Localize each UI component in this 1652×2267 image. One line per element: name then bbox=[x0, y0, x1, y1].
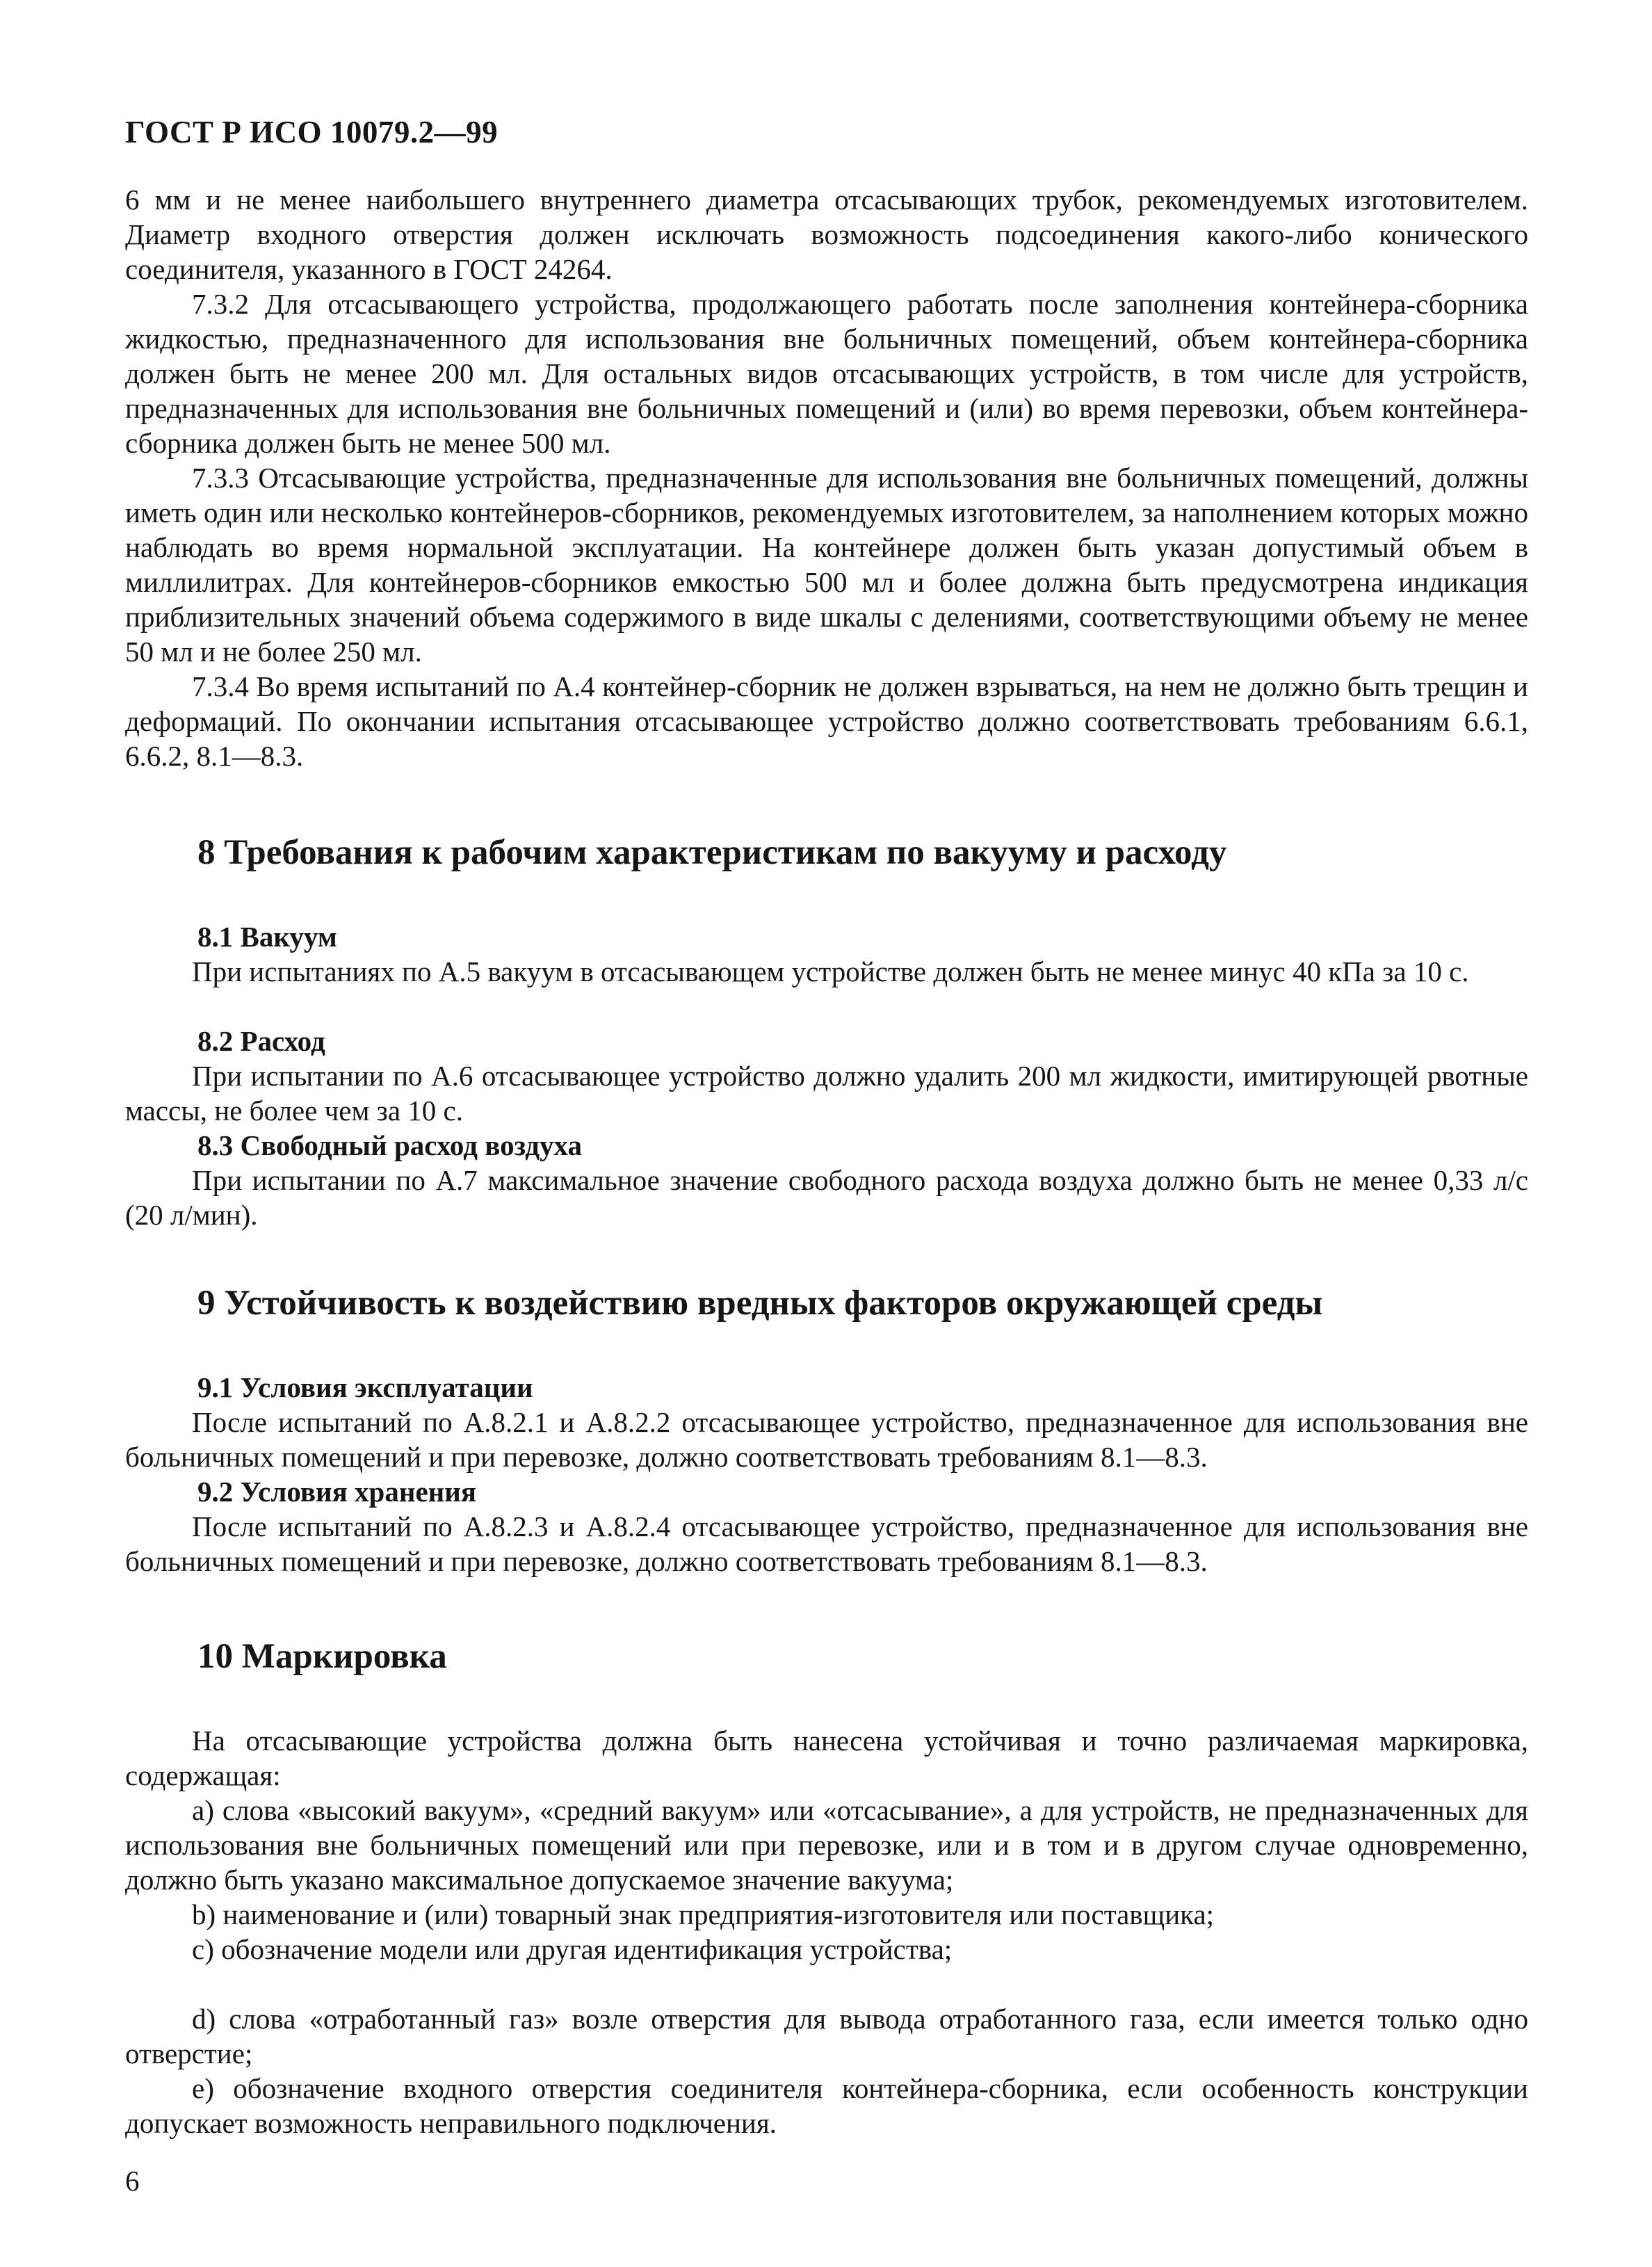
subsection-8-2-heading: 8.2 Расход bbox=[197, 1025, 325, 1057]
marking-item-e: e) обозначение входного отверстия соединителя контейнера-сборника, если особенность конструкции допускает возможность неправильного подключения. bbox=[125, 2072, 1528, 2139]
paragraph-continuation: 6 мм и не менее наибольшего внутреннего диаметра отсасывающих трубок, рекомендуемых изготовителем. Диаметр входного отверстия должен исключать возможность подсоединения какого-либо конического соединителя, указанного в ГОСТ 24264. bbox=[125, 184, 1528, 285]
section-9-heading: 9 Устойчивость к воздействию вредных факторов окружающей среды bbox=[197, 1284, 1323, 1323]
document-code-header: ГОСТ Р ИСО 10079.2—99 bbox=[125, 115, 499, 150]
subsection-9-2-heading: 9.2 Условия хранения bbox=[197, 1476, 477, 1508]
marking-item-a: а) слова «высокий вакуум», «средний вакуум» или «отсасывание», а для устройств, не предназначенных для использования вне больничных помещений или при перевозке, или и в том и в другом случае одновременно, должно быть указано максимальное допускаемое значение вакуума; bbox=[125, 1794, 1528, 1896]
subsection-8-3-text: При испытании по А.7 максимальное значение свободного расхода воздуха должно быть не менее 0,33 л/с (20 л/мин). bbox=[125, 1164, 1528, 1231]
paragraph-7-3-3: 7.3.3 Отсасывающие устройства, предназначенные для использования вне больничных помещений, должны иметь один или несколько контейнеров-сборников, рекомендуемых изготовителем, за наполнением которых можно наблюдать во время нормальной эксплуатации. На контейнере должен быть указан допустимый объем в миллилитрах. Для контейнеров-сборников емкостью 500 мл и более должна быть предусмотрена индикация приблизительных значений объема содержимого в виде шкалы с делениями, соответствующими объему не менее 50 мл и не более 250 мл. bbox=[125, 462, 1528, 668]
subsection-9-1-heading: 9.1 Условия эксплуатации bbox=[197, 1371, 533, 1403]
section-8-heading: 8 Требования к рабочим характеристикам по вакууму и расходу bbox=[197, 833, 1227, 872]
page-number: 6 bbox=[125, 2165, 140, 2197]
marking-item-c: c) обозначение модели или другая идентификация устройства; bbox=[192, 1933, 953, 1965]
paragraph-7-3-2: 7.3.2 Для отсасывающего устройства, продолжающего работать после заполнения контейнера-сборника жидкостью, предназначенного для использования вне больничных помещений, объем контейнера-сборника должен быть не менее 200 мл. Для остальных видов отсасывающих устройств, в том числе для устройств, предназначенных для использования вне больничных помещений и (или) во время перевозки, объем контейнера-сборника должен быть не менее 500 мл. bbox=[125, 288, 1528, 459]
marking-item-b: b) наименование и (или) товарный знак предприятия-изготовителя или поставщика; bbox=[192, 1898, 1215, 1930]
subsection-9-1-text: После испытаний по А.8.2.1 и А.8.2.2 отсасывающее устройство, предназначенное для использования вне больничных помещений и при перевозке, должно соответствовать требованиям 8.1—8.3. bbox=[125, 1406, 1528, 1473]
section-10-heading: 10 Маркировка bbox=[197, 1637, 447, 1676]
subsection-8-1-text: При испытаниях по А.5 вакуум в отсасывающем устройстве должен быть не менее минус 40 кПа за 10 с. bbox=[192, 955, 1469, 987]
subsection-8-3-heading: 8.3 Свободный расход воздуха bbox=[197, 1129, 582, 1161]
marking-item-d: d) слова «отработанный газ» возле отверстия для вывода отработанного газа, если имеется только одно отверстие; bbox=[125, 2003, 1528, 2070]
section-10-intro: На отсасывающие устройства должна быть нанесена устойчивая и точно различаемая маркировка, содержащая: bbox=[125, 1725, 1528, 1791]
subsection-8-2-text: При испытании по А.6 отсасывающее устройство должно удалить 200 мл жидкости, имитирующей рвотные массы, не более чем за 10 с. bbox=[125, 1060, 1528, 1127]
subsection-8-1-heading: 8.1 Вакуум bbox=[197, 921, 337, 953]
subsection-9-2-text: После испытаний по А.8.2.3 и А.8.2.4 отсасывающее устройство, предназначенное для использования вне больничных помещений и при перевозке, должно соответствовать требованиям 8.1—8.3. bbox=[125, 1510, 1528, 1577]
paragraph-7-3-4: 7.3.4 Во время испытаний по А.4 контейнер-сборник не должен взрываться, на нем не должно быть трещин и деформаций. По окончании испытания отсасывающее устройство должно соответствовать требованиям 6.6.1, 6.6.2, 8.1—8.3. bbox=[125, 670, 1528, 772]
